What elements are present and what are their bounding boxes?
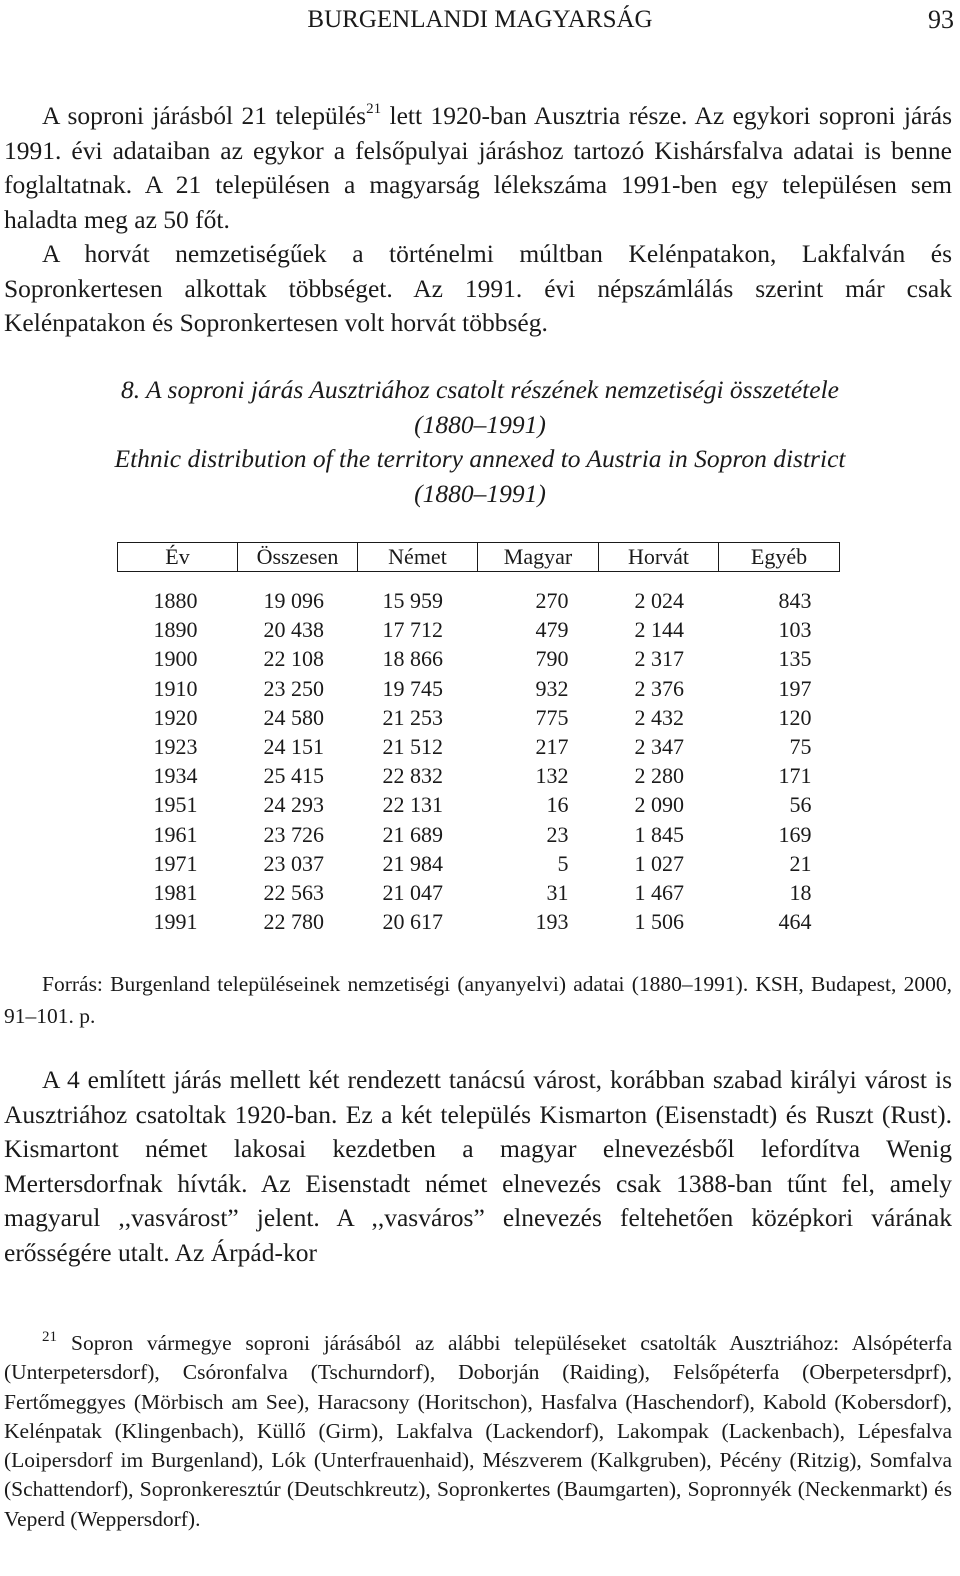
cell-other: 464: [778, 909, 812, 935]
table-caption-hu: 8. A soproni járás Ausztriához csatolt részének nemzetiségi összetétele: [121, 375, 839, 404]
running-header: [0, 2, 960, 38]
cell-year: 1991: [153, 909, 198, 935]
cell-croatian: 2 432: [634, 704, 684, 730]
table-caption-en: Ethnic distribution of the territory annexed to Austria in Sopron district: [114, 444, 846, 473]
cell-german: 21 689: [382, 821, 443, 847]
table-row: [118, 674, 840, 703]
table-row: [118, 790, 840, 819]
table-row: [118, 878, 840, 907]
cell-croatian: 1 506: [634, 909, 684, 935]
table-row: [118, 615, 840, 644]
cell-year: 1923: [153, 734, 198, 760]
cell-german: 21 253: [382, 704, 443, 730]
cell-year: 1971: [153, 850, 198, 876]
cell-croatian: 2 024: [634, 588, 684, 613]
table-row: [118, 761, 840, 790]
paragraph-1-part1: A soproni járásból 21 település: [42, 101, 367, 130]
cell-other: 21: [789, 850, 812, 876]
cell-other: 18: [789, 880, 812, 906]
cell-year: 1920: [153, 704, 198, 730]
cell-croatian: 2 280: [634, 763, 684, 789]
cell-croatian: 2 317: [634, 646, 684, 672]
cell-hungarian: 132: [535, 763, 569, 789]
header-german: Német: [358, 543, 478, 572]
cell-hungarian: 193: [535, 909, 569, 935]
paragraph-2: [4, 237, 952, 341]
running-title: BURGENLANDI MAGYARSÁG: [307, 6, 653, 33]
footnote-text: Sopron vármegye soproni járásából az alábbi településeket csatolták Ausztriához: Alsópéterfa (Unterpetersdorf), Csóronfalva (Tschurndorf), Doborján (Raiding), Felsőpéterfa (Oberpetersdprf), Fertőmeggyes (Mörbisch am See), Haracsony (Horitschon), Hasfalva (Haschendorf), Kabold (Kobersdorf), Kelénpatak (Klingenbach), Küllő (Girm), Lakfalva (Lackendorf), Lakompak (Lackenbach), Lépesfalva (Loipersdorf im Burgenland), Lók (Unterfrauenhaid), Mészverem (Kalkgruben), Pécény (Ritzig), Somfalva (Schattendorf), Sopronkeresztúr (Deutschkreutz), Sopronkertes (Baumgarten), Sopronnyék (Neckenmarkt) és Veperd (Weppersdorf).: [4, 1331, 952, 1531]
cell-year: 1951: [153, 792, 198, 818]
cell-german: 18 866: [382, 646, 443, 672]
table-row: [118, 644, 840, 673]
cell-year: 1961: [153, 821, 198, 847]
cell-hungarian: 217: [535, 734, 569, 760]
header-year: Év: [118, 543, 238, 572]
table-caption-hu-years: (1880–1991): [414, 409, 546, 439]
cell-german: 19 745: [382, 675, 443, 701]
cell-hungarian: 23: [546, 821, 569, 847]
cell-german: 21 047: [382, 880, 443, 906]
cell-hungarian: 775: [535, 704, 569, 730]
cell-year: 1880: [153, 588, 198, 613]
cell-other: 135: [778, 646, 812, 672]
cell-hungarian: 16: [546, 792, 569, 818]
table-row: [118, 703, 840, 732]
table-row: [118, 849, 840, 878]
cell-german: 20 617: [382, 909, 443, 935]
cell-other: 75: [789, 734, 812, 760]
cell-year: 1900: [153, 646, 198, 672]
cell-total: 22 780: [263, 909, 324, 935]
cell-croatian: 1 027: [634, 850, 684, 876]
header-total: Összesen: [238, 543, 358, 572]
cell-year: 1934: [153, 763, 198, 789]
paragraph-1-part2: lett 1920-ban Ausztria része. Az egykori soproni járás 1991. évi adataiban az egykor a felsőpulyai járáshoz tartozó Kishársfalva adatai is benne foglaltatnak. A 21 településen a magyarság lélekszáma 1991-ben egy településen sem haladta meg az 50 főt.: [4, 101, 952, 234]
cell-other: 169: [778, 821, 812, 847]
cell-total: 24 293: [263, 792, 324, 818]
cell-total: 24 151: [263, 734, 324, 760]
cell-total: 24 580: [263, 704, 324, 730]
cell-hungarian: 270: [535, 588, 569, 613]
cell-german: 17 712: [382, 617, 443, 643]
paragraph-2-text: A horvát nemzetiségűek a történelmi múltban Kelénpatakon, Lakfalván és Sopronkertesen alkottak többséget. Az 1991. évi népszámlálás szerint már csak Kelénpatakon és Sopronkertesen volt horvát többség.: [4, 239, 952, 337]
cell-croatian: 2 144: [634, 617, 684, 643]
header-hungarian: Magyar: [478, 543, 599, 572]
cell-total: 19 096: [263, 588, 324, 613]
cell-german: 22 832: [382, 763, 443, 789]
cell-other: 171: [778, 763, 812, 789]
cell-hungarian: 479: [535, 617, 569, 643]
cell-year: 1890: [153, 617, 198, 643]
paragraph-3: [4, 1063, 952, 1270]
cell-hungarian: 31: [546, 880, 569, 906]
cell-croatian: 1 845: [634, 821, 684, 847]
table-row: [118, 820, 840, 849]
table-caption-en-years: (1880–1991): [414, 478, 546, 508]
table-row: [118, 572, 840, 616]
cell-croatian: 2 347: [634, 734, 684, 760]
header-croatian: Horvát: [599, 543, 719, 572]
table-row: [118, 907, 840, 936]
cell-hungarian: 5: [557, 850, 569, 876]
footnote-reference[interactable]: 21: [366, 101, 382, 117]
table-row: [118, 732, 840, 761]
cell-croatian: 1 467: [634, 880, 684, 906]
cell-total: 25 415: [263, 763, 324, 789]
cell-croatian: 2 376: [634, 675, 684, 701]
cell-hungarian: 790: [535, 646, 569, 672]
cell-other: 56: [789, 792, 812, 818]
cell-total: 23 037: [263, 850, 324, 876]
cell-german: 21 512: [382, 734, 443, 760]
cell-total: 22 108: [263, 646, 324, 672]
cell-total: 20 438: [263, 617, 324, 643]
cell-german: 22 131: [382, 792, 443, 818]
footnote-number: 21: [42, 1329, 57, 1345]
cell-other: 843: [778, 588, 812, 613]
header-other: Egyéb: [719, 543, 840, 572]
cell-other: 197: [778, 675, 812, 701]
paragraph-3-text: A 4 említett járás mellett két rendezett tanácsú várost, korábban szabad királyi várost is Ausztriához csatoltak 1920-ban. Ez a két település Kismarton (Eisenstadt) és Ruszt (Rust). Kismartont német lakosai kezdetben a magyar elnevezésből lefordítva Wenig Mertersdorfnak hívták. Az Eisenstadt német elnevezés csak 1388-ban tűnt fel, amely magyarul ,,vasvárost” jelent. A ,,vasváros” elnevezés feltehetően középkori várának erősségére utalt. Az Árpád-kor: [4, 1065, 952, 1267]
table-header-row: [118, 543, 840, 572]
cell-total: 23 726: [263, 821, 324, 847]
footnote-21: [4, 1329, 952, 1534]
cell-hungarian: 932: [535, 675, 569, 701]
cell-year: 1981: [153, 880, 198, 906]
ethnic-distribution-table: [117, 542, 840, 936]
table-caption: [0, 373, 960, 511]
cell-german: 21 984: [382, 850, 443, 876]
cell-croatian: 2 090: [634, 792, 684, 818]
cell-other: 120: [778, 704, 812, 730]
cell-year: 1910: [153, 675, 198, 701]
cell-total: 23 250: [263, 675, 324, 701]
cell-total: 22 563: [263, 880, 324, 906]
table-source: Forrás: Burgenland településeinek nemzetiségi (anyanyelvi) adatai (1880–1991). KSH, Budapest, 2000, 91–101. p.: [4, 972, 952, 1028]
page-number: 93: [928, 5, 954, 34]
paragraph-1: [4, 99, 952, 237]
cell-german: 15 959: [382, 588, 443, 613]
cell-other: 103: [778, 617, 812, 643]
